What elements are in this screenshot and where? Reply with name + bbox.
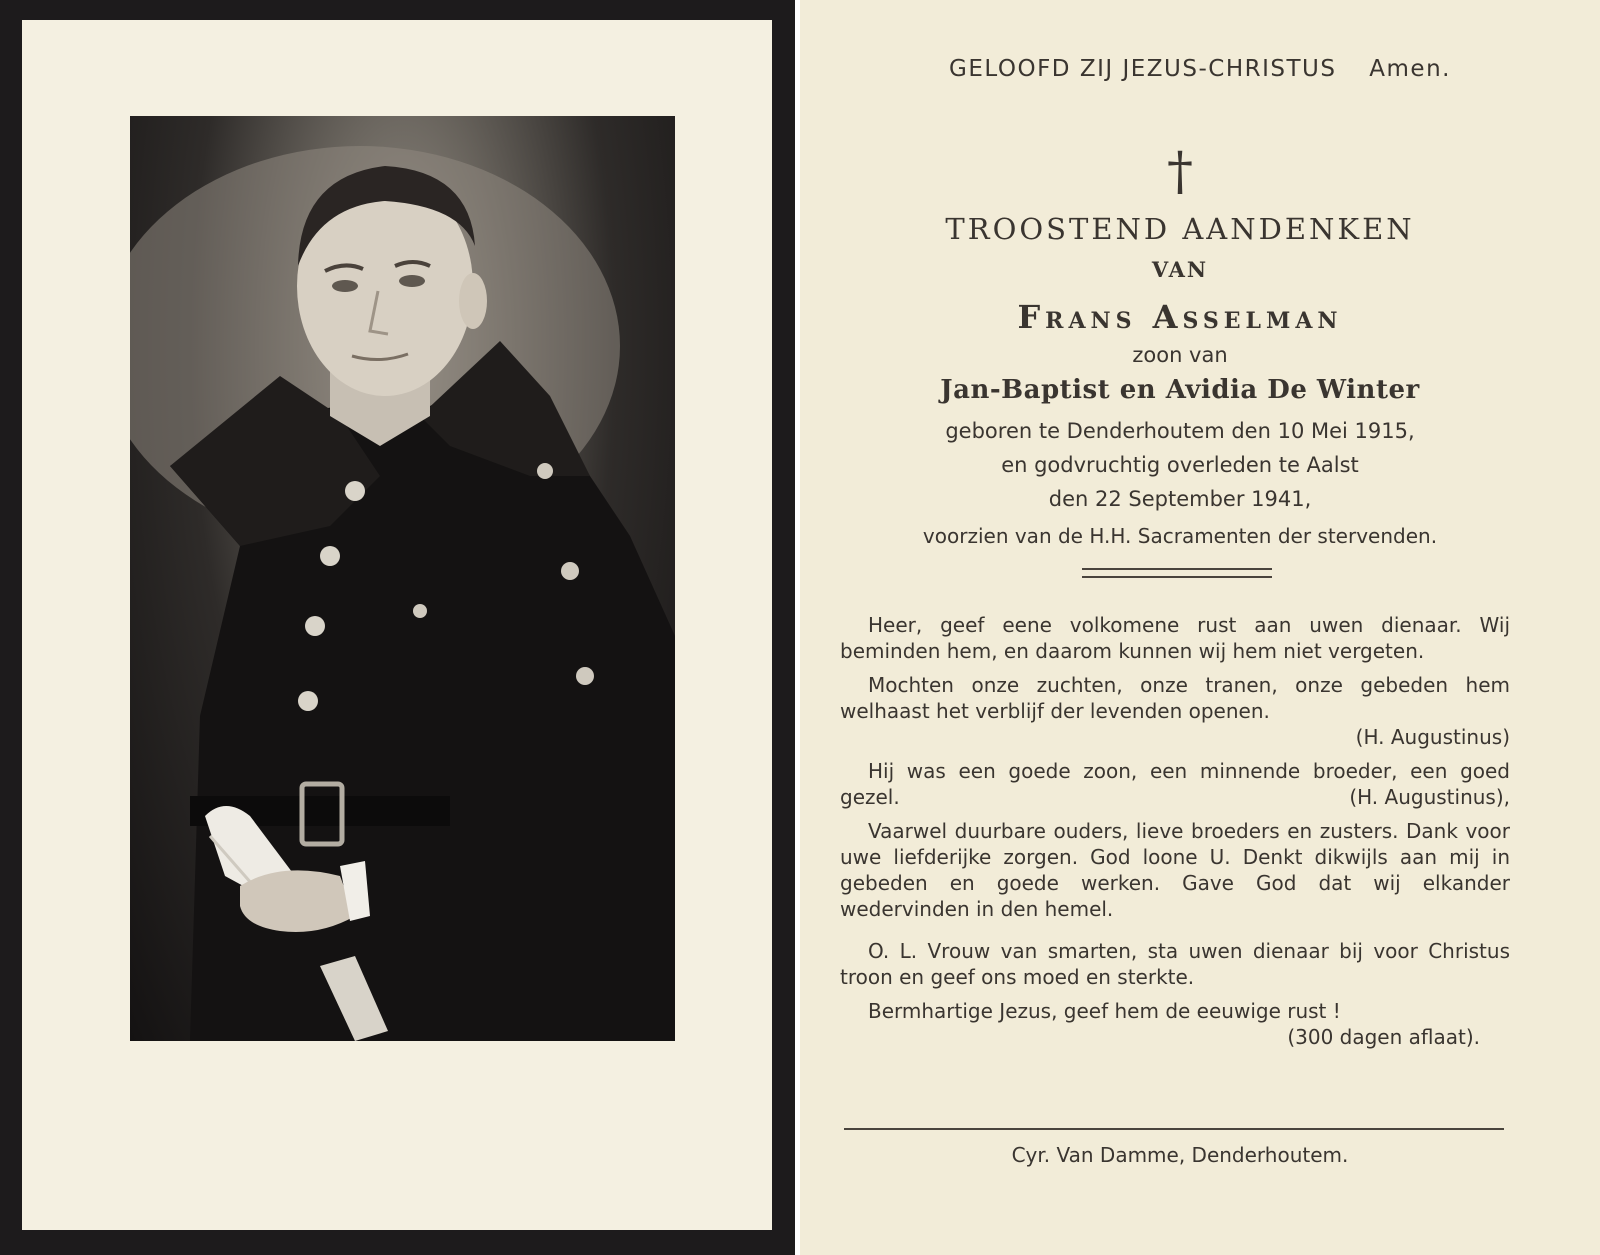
bottom-divider xyxy=(844,1128,1504,1130)
portrait-photo xyxy=(130,116,675,1041)
prayer-paragraph-4: Vaarwel duurbare ouders, lieve broeders en zusters. Dank voor uwe liefderijke zorgen. God loone U. Denkt dikwijls aan mij in gebeden en goede werken. Gave God dat wij elkander wedervinden in den hemel. xyxy=(840,819,1510,921)
birth-line: geboren te Denderhoutem den 10 Mei 1915, xyxy=(945,419,1415,443)
title-line-1: TROOSTEND AANDENKEN xyxy=(945,212,1415,246)
death-line: en godvruchtig overleden te Aalst xyxy=(1001,453,1359,477)
parents-names: Jan-Baptist en Avidia De Winter xyxy=(940,375,1420,405)
right-card xyxy=(800,0,1600,1255)
cross-icon: † xyxy=(1167,142,1193,202)
sacraments-line: voorzien van de H.H. Sacramenten der stervenden. xyxy=(922,524,1438,548)
title-line-2: VAN xyxy=(1151,257,1209,282)
prayer-source-2: (H. Augustinus) xyxy=(1355,725,1510,749)
left-card xyxy=(0,0,795,1255)
header-text: GELOOFD ZIJ JEZUS-CHRISTUS xyxy=(949,56,1337,82)
son-of-label: zoon van xyxy=(1132,343,1228,367)
deceased-name: Frans Asselman xyxy=(1017,298,1343,336)
death-date-line: den 22 September 1941, xyxy=(1048,487,1312,511)
prayer-paragraph-5: O. L. Vrouw van smarten, sta uwen dienaar bij voor Christus troon en geef ons moed en sterkte. xyxy=(840,939,1510,989)
prayer-source-6: (300 dagen aflaat). xyxy=(1287,1025,1480,1049)
prayer-source-3: (H. Augustinus), xyxy=(1349,785,1510,809)
printer-credit: Cyr. Van Damme, Denderhoutem. xyxy=(1011,1143,1349,1167)
header-line xyxy=(800,56,1600,82)
divider-bottom xyxy=(1082,576,1272,578)
prayer-paragraph-1: Heer, geef eene volkomene rust aan uwen dienaar. Wij beminden hem, en daarom kunnen wij hem niet vergeten. xyxy=(840,613,1510,663)
header-amen: Amen. xyxy=(1369,56,1451,82)
prayer-paragraph-3: Hij was een goede zoon, een minnende broeder, een goed gezel. xyxy=(840,759,1510,809)
divider-top xyxy=(1082,568,1272,570)
prayer-paragraph-6: Bermhartige Jezus, geef hem de eeuwige rust ! xyxy=(868,999,1341,1023)
card-inner-frame xyxy=(22,20,772,1230)
prayer-paragraph-2: Mochten onze zuchten, onze tranen, onze gebeden hem welhaast het verblijf der levenden openen. xyxy=(840,673,1510,723)
portrait-illustration xyxy=(130,116,675,1041)
prayer-block xyxy=(840,612,1510,1058)
